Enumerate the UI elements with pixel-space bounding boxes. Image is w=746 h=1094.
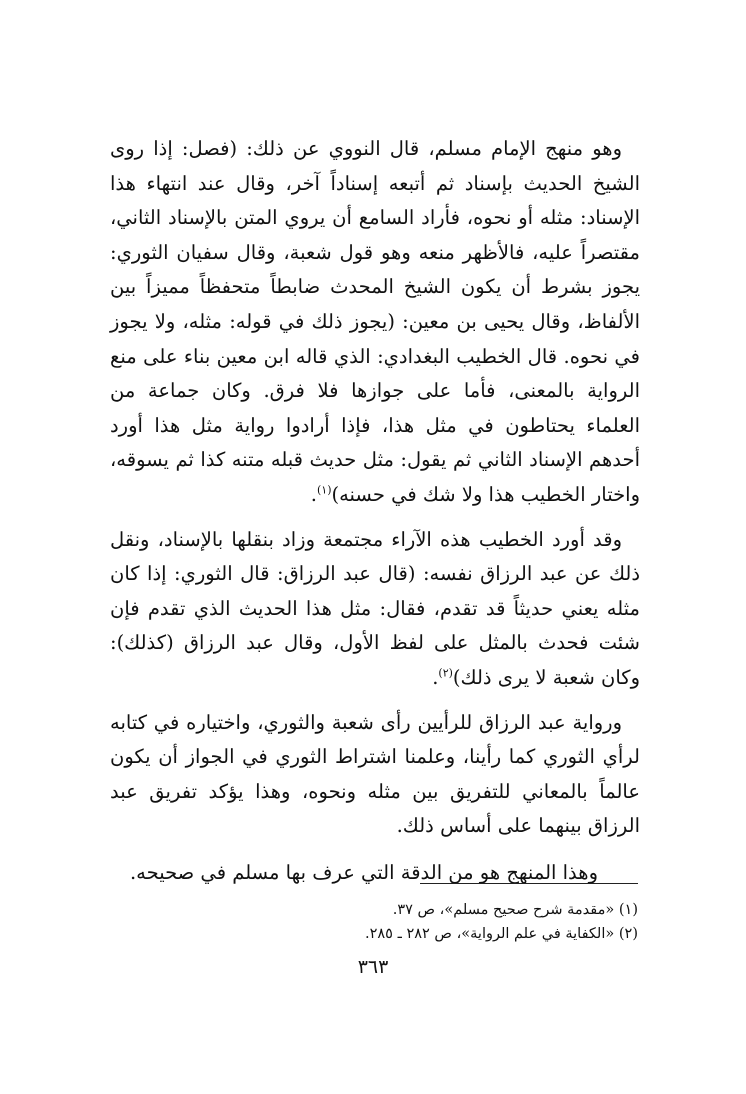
paragraph-2-text: وقد أورد الخطيب هذه الآراء مجتمعة وزاد بنقلها بالإسناد، ونقل ذلك عن عبد الرزاق نفسه: (قال عبد الرزاق: قال الثوري: إذا كان مثله يعني حديثاً قد تقدم، فقال: مثل هذا الحديث الذي تقدم فإن شئت فحدث بالمثل على لفظ الأول، وقال عبد الرزاق (كذلك): وكان شعبة لا يرى ذلك) — [110, 527, 640, 689]
paragraph-4-text: وهذا المنهج هو من الدقة التي عرف بها مسلم في صحيحه. — [129, 860, 598, 884]
paragraph-4 — [110, 856, 640, 891]
footnote-divider — [420, 883, 638, 884]
main-text — [110, 132, 640, 890]
paragraph-3-text: ورواية عبد الرزاق للرأيين رأى شعبة والثوري، واختياره في كتابه لرأي الثوري كما رأينا، وعلمنا اشتراط الثوري في الجواز أن يكون عالماً بالمعاني للتفريق بين مثله ونحوه، وهذا يؤكد تفريق عبد الرزاق بينهما على أساس ذلك. — [110, 710, 640, 838]
paragraph-1 — [110, 132, 640, 513]
paragraph-2-end: . — [432, 665, 439, 689]
paragraph-1-end: . — [310, 482, 317, 506]
footnote-ref-1: (١) — [316, 483, 332, 497]
footnote-2: (٢) «الكفاية في علم الرواية»، ص ٢٨٢ ـ ٢٨٥. — [365, 926, 638, 942]
paragraph-1-text: وهو منهج الإمام مسلم، قال النووي عن ذلك: (فصل: إذا روى الشيخ الحديث بإسناد ثم أتبعه إسناداً آخر، وقال عند انتهاء هذا الإسناد: مثله أو نحوه، فأراد السامع أن يروي المتن بالإسناد الثاني، مقتصراً عليه، فالأظهر منعه وهو قول شعبة، وقال سفيان الثوري: يجوز بشرط أن يكون الشيخ المحدث ضابطاً متحفظاً مميزاً بين الألفاظ، وقال يحيى بن معين: (يجوز ذلك في قوله: مثله، ولا يجوز في نحوه. قال الخطيب البغدادي: الذي قاله ابن معين بناء على منع الرواية بالمعنى، فأما على جوازها فلا فرق. وكان جماعة من العلماء يحتاطون في مثل هذا، فإذا أرادوا رواية مثل هذا أورد أحدهم الإسناد الثاني ثم يقول: مثل حديث قبله متنه كذا ثم يسوقه، واختار الخطيب هذا ولا شك في حسنه) — [110, 137, 640, 506]
paragraph-3 — [110, 706, 640, 844]
footnote-ref-2: (٢) — [438, 666, 453, 680]
page-number: ٣٦٣ — [357, 956, 389, 978]
paragraph-2 — [110, 523, 640, 696]
footnote-1: (١) «مقدمة شرح صحيح مسلم»، ص ٣٧. — [392, 902, 638, 918]
footnotes — [110, 898, 638, 946]
